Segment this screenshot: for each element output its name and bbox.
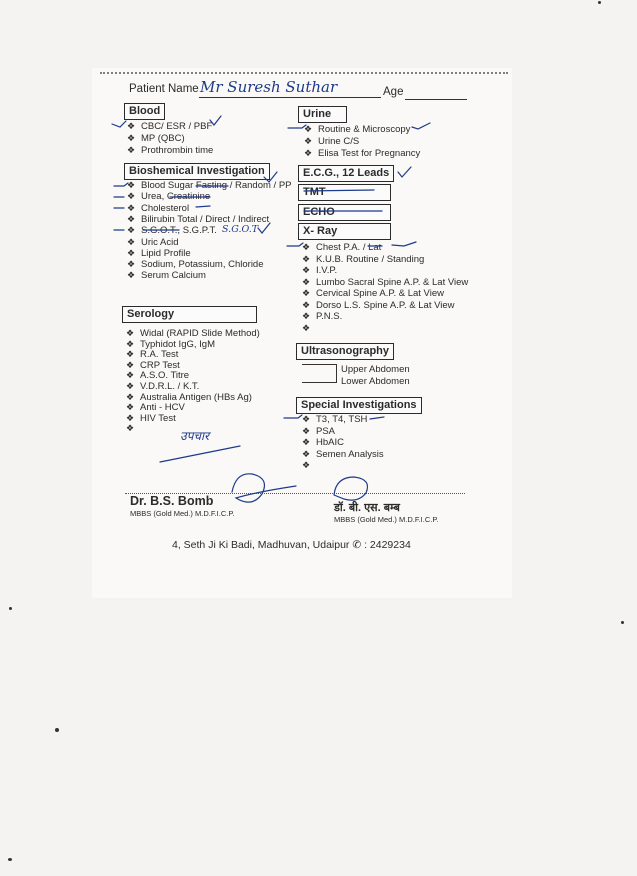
blood-item (127, 121, 212, 132)
patient-name-handwritten: Mr Suresh Suthar (200, 78, 338, 96)
biochemical-item-label: Blood Sugar Fasting / Random / PP (141, 180, 292, 191)
ecg-section-title: E.C.G., 12 Leads (298, 165, 394, 182)
bullet-icon: ❖ (302, 322, 311, 333)
biochemical-item (127, 259, 264, 270)
echo-section-title: ECHO (298, 204, 391, 221)
special-item (302, 449, 384, 460)
serology-item-label: Typhidot IgG, IgM (140, 338, 215, 350)
sgot-handwritten-note: S.G.O.T (222, 224, 259, 235)
scan-speck (55, 728, 59, 732)
bullet-icon: ❖ (304, 136, 313, 146)
serology-item (126, 370, 189, 381)
urine-item-label: Routine & Microscopy (318, 124, 411, 135)
scan-speck (598, 1, 601, 4)
xray-item-label: Cervical Spine A.P. & Lat View (316, 288, 444, 299)
bullet-icon: ❖ (302, 460, 311, 470)
serology-item (126, 392, 252, 403)
biochemical-item (127, 225, 217, 236)
bullet-icon: ❖ (304, 148, 313, 158)
biochemical-item-label: S.G.O.T., S.G.P.T. (141, 225, 217, 237)
urine-item-label: Elisa Test for Pregnancy (318, 148, 421, 159)
tmt-section-title: TMT (298, 184, 391, 201)
biochemical-item-label: Cholesterol (141, 202, 190, 214)
urine-item-label: Urine C/S (318, 136, 360, 147)
biochemical-item (127, 180, 292, 191)
special-item-label: PSA (316, 425, 336, 437)
patient-name-line (199, 97, 381, 98)
xray-item (302, 242, 381, 253)
special-item-label: Semen Analysis (316, 448, 384, 460)
urine-item (304, 148, 420, 159)
bullet-icon: ❖ (126, 412, 135, 423)
serology-item (126, 328, 260, 339)
bullet-icon: ❖ (126, 349, 135, 360)
bullet-icon: ❖ (127, 259, 136, 270)
age-label: Age (383, 86, 404, 98)
bullet-icon: ❖ (302, 299, 311, 310)
bullet-icon: ❖ (126, 338, 135, 349)
form-top-edge (100, 72, 508, 74)
scan-speck (621, 621, 624, 624)
bullet-icon: ❖ (127, 121, 136, 131)
serology-item-label: R.A. Test (140, 349, 179, 361)
bullet-icon: ❖ (127, 133, 136, 143)
xray-item-label: K.U.B. Routine / Standing (316, 253, 425, 265)
bullet-icon: ❖ (127, 202, 136, 213)
bullet-icon: ❖ (302, 425, 311, 436)
bullet-icon: ❖ (302, 414, 311, 424)
bullet-icon: ❖ (126, 423, 135, 434)
biochemical-item-label: Bilirubin Total / Direct / Indirect (141, 213, 270, 225)
bullet-icon: ❖ (302, 253, 311, 264)
urine-item (304, 136, 359, 147)
blood-item-label: Prothrombin time (141, 145, 214, 156)
blood-section-title: Blood (124, 103, 165, 120)
serology-item-label: V.D.R.L. / K.T. (140, 381, 200, 392)
xray-item-label: I.V.P. (316, 265, 338, 276)
blood-item (127, 133, 185, 144)
serology-item (126, 339, 215, 350)
bullet-icon: ❖ (127, 213, 136, 224)
special-investigations-title: Special Investigations (296, 397, 422, 414)
serology-item (126, 402, 185, 413)
biochemical-item-label: Lipid Profile (141, 247, 191, 259)
bullet-icon: ❖ (302, 276, 311, 287)
doctor-name-hindi: डॉ. बी. एस. बम्ब (334, 502, 400, 514)
bullet-icon: ❖ (126, 359, 135, 370)
xray-item (302, 300, 455, 311)
bullet-icon: ❖ (302, 288, 311, 298)
special-item (302, 414, 367, 425)
xray-item-label: Dorso L.S. Spine A.P. & Lat View (316, 299, 455, 311)
xray-item (302, 265, 337, 276)
bullet-icon: ❖ (302, 242, 311, 252)
serology-item (126, 413, 176, 424)
xray-item (302, 288, 444, 299)
serology-item (126, 349, 178, 360)
xray-item (302, 277, 468, 288)
special-item (302, 426, 335, 437)
bullet-icon: ❖ (304, 124, 313, 134)
bullet-icon: ❖ (126, 381, 135, 391)
bullet-icon: ❖ (127, 236, 136, 247)
upper-abdomen-label: Upper Abdomen (341, 364, 410, 375)
clinic-address: 4, Seth Ji Ki Badi, Madhuvan, Udaipur ✆ : 2429234 (172, 539, 411, 551)
bullet-icon: ❖ (126, 370, 135, 381)
bullet-icon: ❖ (127, 180, 136, 190)
abdomen-bracket (302, 364, 337, 383)
serology-item (126, 381, 199, 392)
blood-item-label: CBC/ ESR / PBF (141, 121, 213, 132)
special-item (302, 437, 344, 448)
xray-item-label: P.N.S. (316, 311, 343, 322)
biochemical-item-label: Sodium, Potassium, Chloride (141, 259, 264, 271)
age-line (405, 99, 467, 100)
biochemical-item (127, 237, 178, 248)
blood-item (127, 145, 213, 156)
urine-section-title: Urine (298, 106, 347, 123)
scan-speck (8, 858, 12, 861)
doctor-qualification-hindi: MBBS (Gold Med.) M.D.F.I.C.P. (334, 515, 439, 524)
special-item (302, 460, 316, 471)
bullet-icon: ❖ (126, 402, 135, 413)
xray-section-title: X- Ray (298, 223, 391, 240)
serology-item-label: Anti - HCV (140, 402, 185, 414)
xray-item-label: Lumbo Sacral Spine A.P. & Lat View (316, 276, 469, 288)
bullet-icon: ❖ (127, 145, 136, 155)
special-item-label: T3, T4, TSH (316, 414, 368, 425)
serology-item (126, 360, 180, 371)
biochemical-item-label: Urea, Creatinine (141, 191, 211, 203)
serology-section-title: Serology (122, 306, 257, 323)
ultrasonography-section-title: Ultrasonography (296, 343, 394, 360)
serology-item-label: HIV Test (140, 412, 176, 424)
xray-item (302, 311, 342, 322)
biochemical-item (127, 248, 191, 259)
doctor-name-english: Dr. B.S. Bomb (130, 494, 214, 508)
patient-name-label: Patient Name (129, 83, 199, 95)
bullet-icon: ❖ (302, 265, 311, 275)
serology-item-label: A.S.O. Titre (140, 370, 190, 382)
serology-item-label: Widal (RAPID Slide Method) (140, 328, 260, 339)
serology-handwritten-note: उपचार (180, 429, 210, 443)
biochemical-item (127, 191, 210, 202)
bullet-icon: ❖ (127, 225, 136, 236)
bullet-icon: ❖ (302, 311, 311, 321)
bullet-icon: ❖ (127, 247, 136, 258)
xray-item (302, 323, 316, 334)
bullet-icon: ❖ (302, 437, 311, 447)
serology-item-label: CRP Test (140, 359, 180, 371)
serology-item-label: Australia Antigen (HBs Ag) (140, 391, 252, 403)
biochemical-item-label: Serum Calcium (141, 270, 206, 282)
urine-item (304, 124, 410, 135)
bullet-icon: ❖ (127, 270, 136, 281)
bullet-icon: ❖ (126, 328, 135, 338)
xray-item (302, 254, 424, 265)
bullet-icon: ❖ (302, 448, 311, 459)
doctor-qualification-english: MBBS (Gold Med.) M.D.F.I.C.P. (130, 509, 235, 518)
lower-abdomen-label: Lower Abdomen (341, 376, 410, 387)
special-item-label: HbAIC (316, 437, 344, 448)
biochemical-item (127, 270, 206, 281)
scan-speck (9, 607, 12, 610)
biochemical-section-title: Bioshemical Investigation (124, 163, 270, 180)
serology-item (126, 423, 140, 434)
biochemical-item-label: Uric Acid (141, 236, 179, 248)
xray-item-label: Chest P.A. / Lat (316, 242, 382, 253)
biochemical-item (127, 203, 189, 214)
bullet-icon: ❖ (127, 191, 136, 202)
bullet-icon: ❖ (126, 391, 135, 402)
blood-item-label: MP (QBC) (141, 133, 185, 144)
